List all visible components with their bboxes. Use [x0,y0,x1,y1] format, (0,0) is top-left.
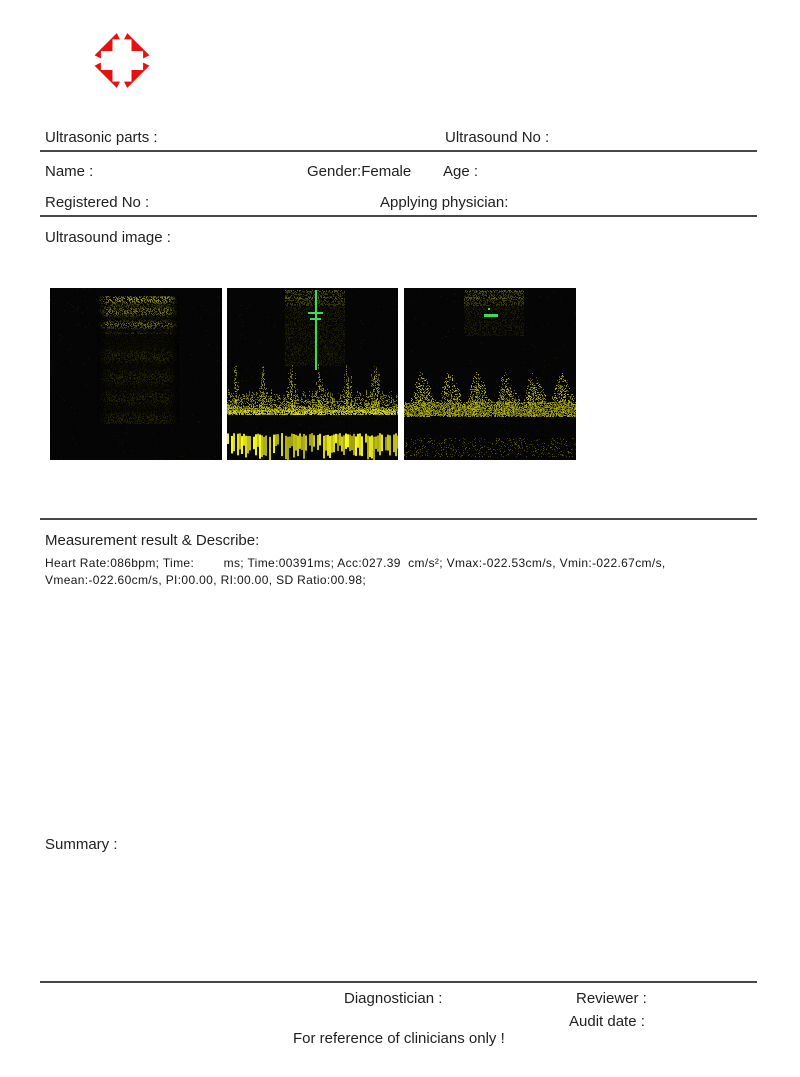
reviewer-label: Reviewer : [576,990,647,1007]
applying-physician-label: Applying physician: [380,194,509,211]
gender-value: Female [361,163,412,180]
measurement-line-1: Heart Rate:086bpm; Time: ms; Time:00391ms; Acc:027.39 cm/s²; Vmax:-022.53cm/s, Vmin:-022.67cm/s, [45,556,666,570]
diagnostician-label: Diagnostician : [344,990,443,1007]
gender-label: Gender: [307,163,362,180]
measurement-title: Measurement result & Describe: [45,532,260,549]
hospital-cross-logo [88,26,156,95]
age-label: Age : [443,163,479,180]
divider-2 [40,215,757,217]
divider-4 [40,981,757,983]
summary-label: Summary : [45,836,118,853]
ultrasound-no-label: Ultrasound No : [445,129,550,146]
spectral-doppler-image [404,288,576,460]
measurement-line-2: Vmean:-022.60cm/s, PI:00.00, RI:00.00, SD Ratio:00.98; [45,573,367,587]
ultrasonic-parts-label: Ultrasonic parts : [45,129,158,146]
name-label: Name : [45,163,94,180]
registered-no-label: Registered No : [45,194,150,211]
duplex-doppler-with-gate-image [227,288,398,460]
ultrasound-image-label: Ultrasound image : [45,229,171,246]
divider-3 [40,518,757,520]
audit-date-label: Audit date : [569,1013,645,1030]
b-mode-ultrasound-image [50,288,222,460]
divider-1 [40,150,757,152]
footer-note: For reference of clinicians only ! [293,1030,505,1047]
